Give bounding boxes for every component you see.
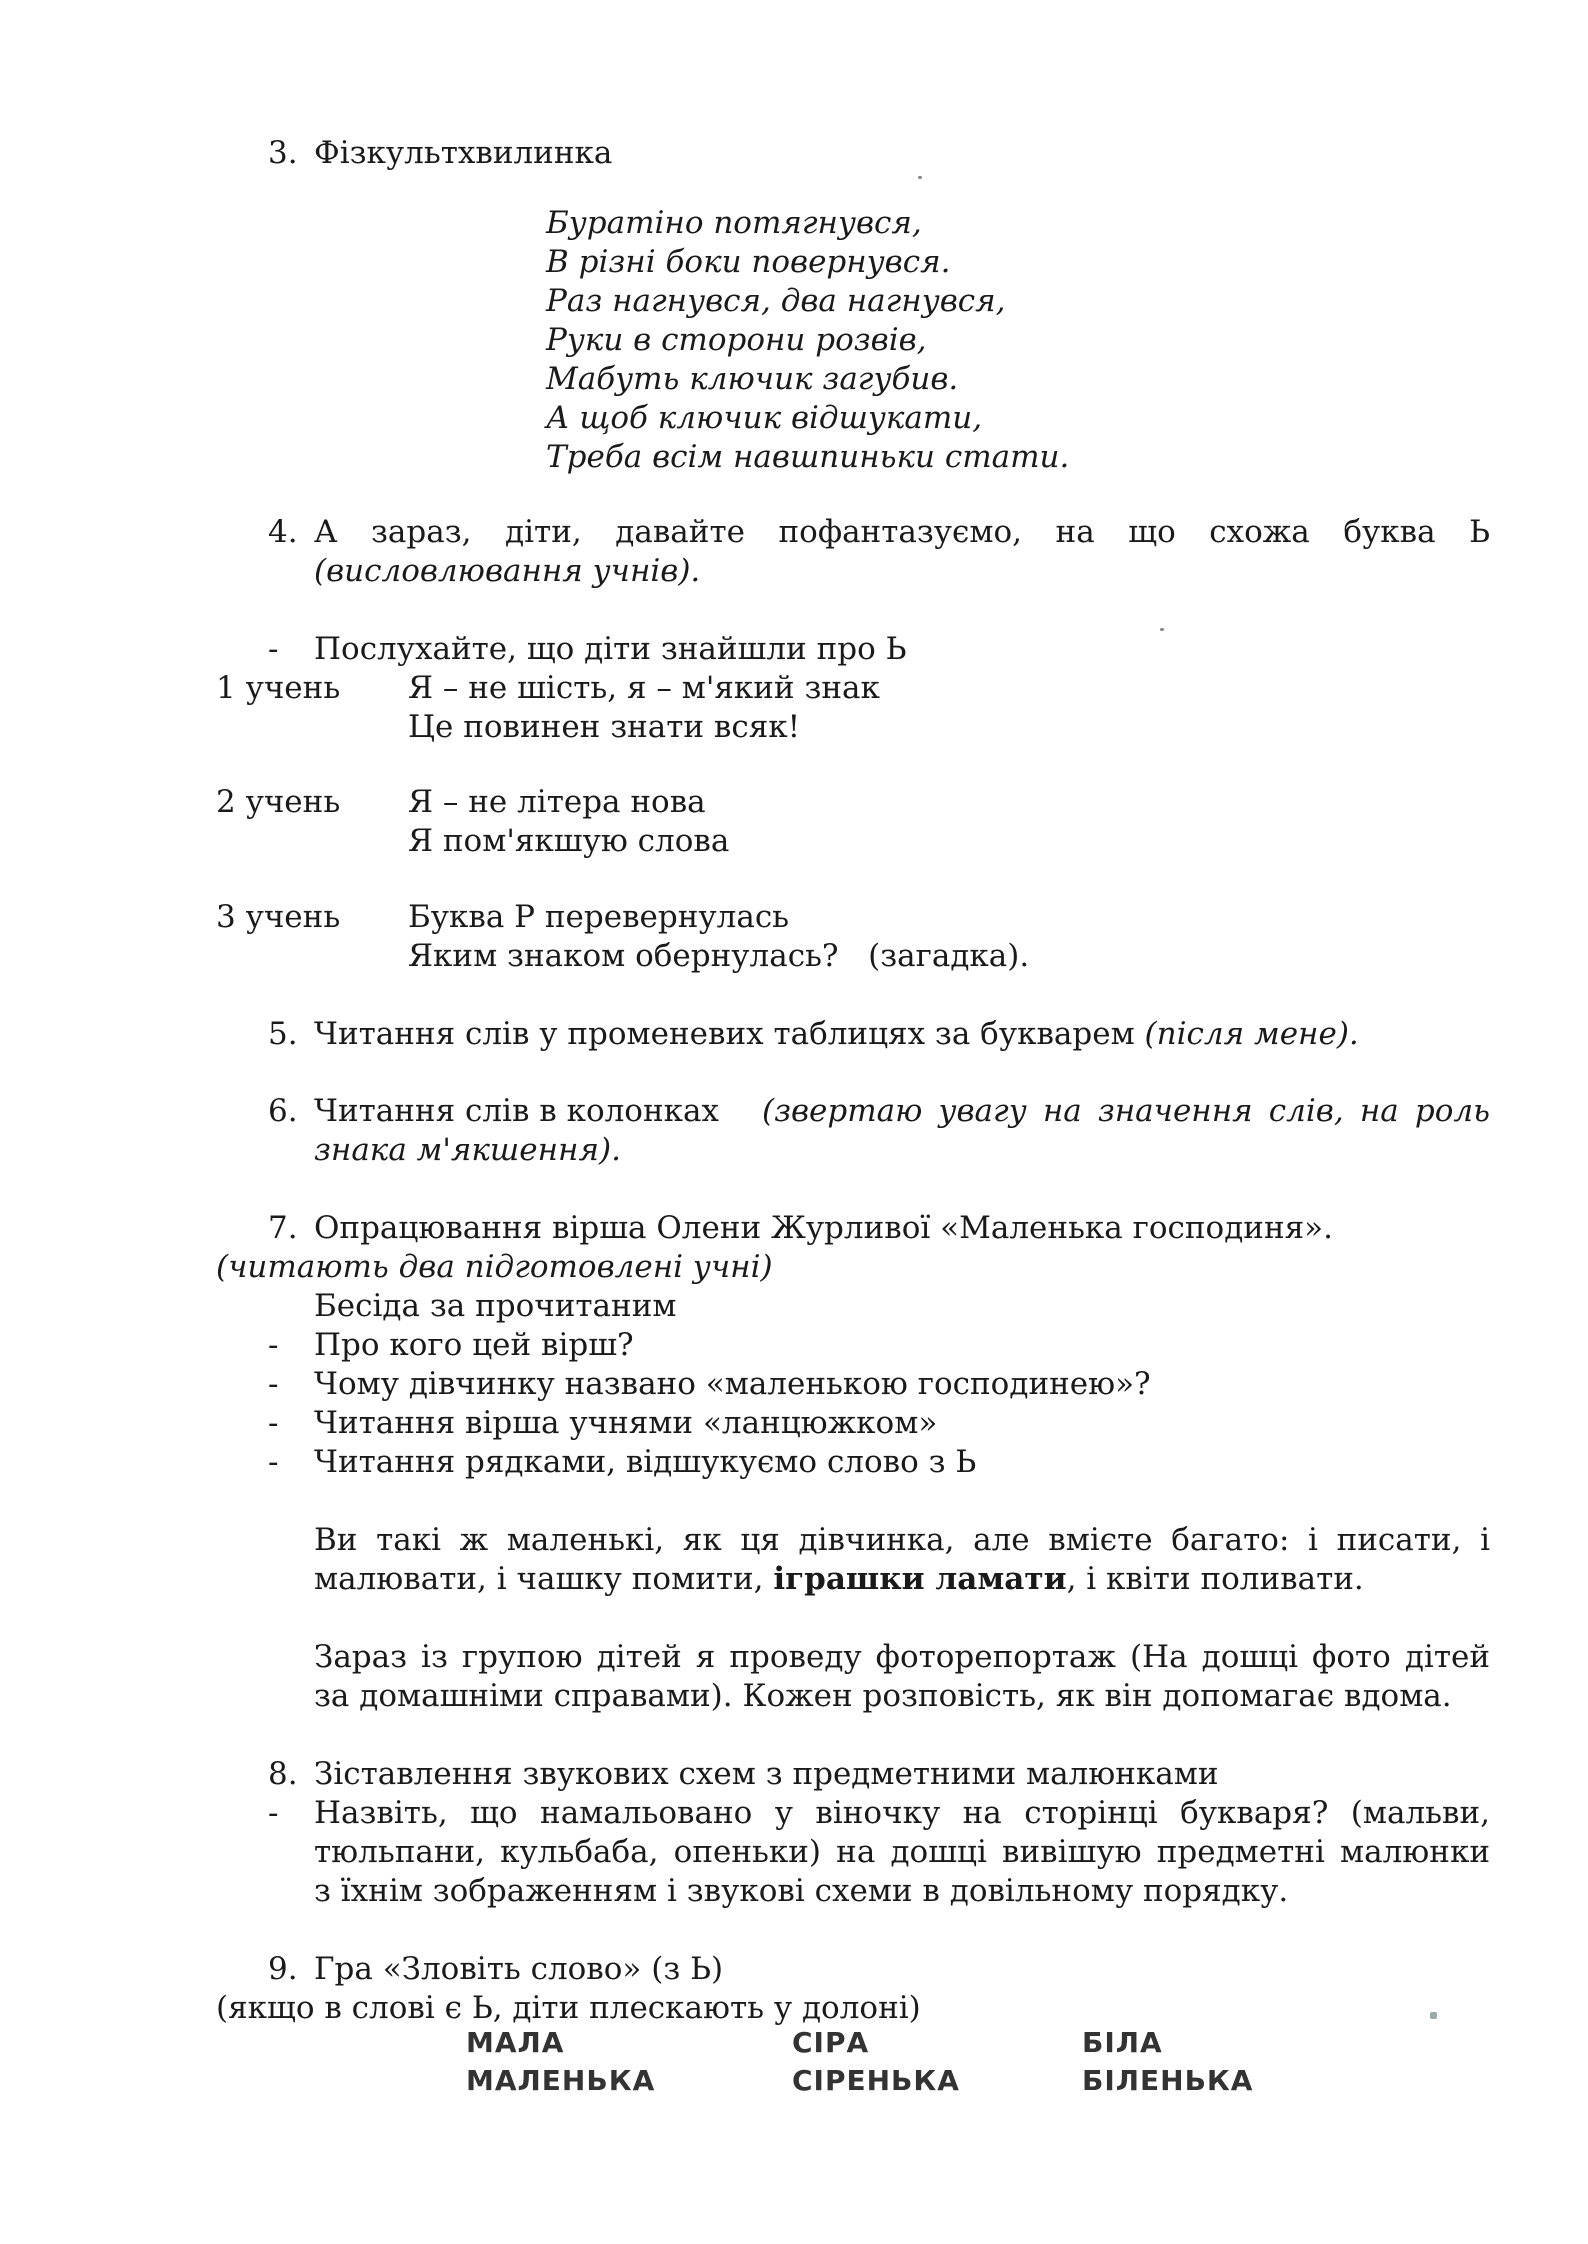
list-dash: - [268,1405,279,1441]
list-dash: - [268,1444,279,1480]
poem-line: Треба всім навшпиньки стати. [546,439,1070,475]
list-item: Чому дівчинку названо «маленькою господинею»? [314,1366,1151,1402]
list-item: Читання вірша учнями «ланцюжком» [314,1405,938,1441]
section-9-note: (якщо в слові є Ь, діти плескають у долоні) [216,1990,921,2026]
paragraph-1-bold: іграшки ламати [773,1561,1067,1597]
poem-line: В різні боки повернувся. [546,244,951,280]
section-3-title: Фізкультхвилинка [314,135,613,171]
paragraph-1-line-1: Ви такі ж маленькі, як ця дівчинка, але вмієте багато: і писати, і [314,1522,1490,1558]
section-8-number: 8. [268,1756,298,1792]
section-4-number: 4. [268,514,298,550]
poem-line: Мабуть ключик загубив. [546,361,959,397]
paragraph-1-line-2 [314,1560,1364,1598]
paragraph-2-line-2: за домашніми справами). Кожен розповість, як він допомагає вдома. [314,1678,1452,1714]
list-dash: - [268,631,279,667]
section-4-line-2: (висловлювання учнів). [314,553,701,589]
game-word: МАЛЕНЬКА [466,2064,656,2097]
list-dash: - [268,1795,279,1831]
game-word: БІЛА [1082,2026,1163,2059]
section-8-line-2: тюльпани, кульбаба, опеньки) на дошці вивішую предметні малюнки [314,1834,1490,1870]
section-8-title: Зіставлення звукових схем з предметними малюнками [314,1756,1219,1792]
game-word: МАЛА [466,2026,565,2059]
paragraph-2-line-1: Зараз із групою дітей я проведу фоторепортаж (На дошці фото дітей [314,1639,1490,1675]
section-8-line-1: Назвіть, що намальовано у віночку на сторінці букваря? (мальви, [314,1795,1490,1831]
paragraph-1-part-a: малювати, і чашку помити, [314,1561,774,1597]
list-item: Про кого цей вірш? [314,1327,634,1363]
poem-line: Буратіно потягнувся, [546,205,922,241]
section-5-number: 5. [268,1016,298,1052]
section-6-number: 6. [268,1093,298,1129]
section-6-note-1: (звертаю увагу на значення слів, на роль [762,1093,1490,1129]
pupil-1-line-1: Я – не шість, я – м'який знак [408,670,880,706]
section-3-number: 3. [268,135,298,171]
pupil-1-line-2: Це повинен знати всяк! [408,709,801,745]
scan-speck [918,176,922,179]
pupil-3-line-1: Буква Р перевернулась [408,899,790,935]
poem-line: Руки в сторони розвів, [546,322,927,358]
section-7-note: (читають два підготовлені учні) [216,1249,773,1285]
poem-line: Раз нагнувся, два нагнувся, [546,283,1006,319]
section-9-title: Гра «Зловіть слово» (з Ь) [314,1951,724,1987]
list-item: Читання рядками, відшукуємо слово з Ь [314,1444,977,1480]
listen-line: Послухайте, що діти знайшли про Ь [314,631,907,667]
paragraph-1-part-b: , і квіти поливати. [1066,1561,1364,1597]
list-dash: - [268,1366,279,1402]
section-7-title: Опрацювання вірша Олени Журливої «Маленька господиня». [314,1210,1334,1246]
game-word: СІРА [792,2026,870,2059]
section-5-text [314,1015,1359,1053]
section-6-text: Читання слів в колонках [314,1093,719,1129]
section-4-line-1: А зараз, діти, давайте пофантазуємо, на що схожа буква Ь [314,514,1490,550]
poem-line: А щоб ключик відшукати, [546,400,983,436]
section-7-number: 7. [268,1210,298,1246]
pupil-3-label: 3 учень [216,899,341,935]
section-8-line-3: з їхнім зображенням і звукові схеми в довільному порядку. [314,1873,1289,1909]
section-9-number: 9. [268,1951,298,1987]
pupil-3-line-2: Яким знаком обернулась? (загадка). [408,938,1030,974]
game-word: БІЛЕНЬКА [1082,2064,1254,2097]
pupil-1-label: 1 учень [216,670,341,706]
list-dash: - [268,1327,279,1363]
scan-speck [1430,2012,1437,2019]
section-5-note: (після мене). [1144,1016,1359,1052]
pupil-2-label: 2 учень [216,784,341,820]
section-7-talk: Бесіда за прочитаним [314,1288,677,1324]
pupil-2-line-2: Я пом'якшую слова [408,823,730,859]
scan-speck [1160,628,1164,631]
pupil-2-line-1: Я – не літера нова [408,784,706,820]
section-6-note-2: знака м'якшення). [314,1132,621,1168]
game-word: СІРЕНЬКА [792,2064,960,2097]
section-5-main: Читання слів у променевих таблицях за букварем [314,1016,1145,1052]
